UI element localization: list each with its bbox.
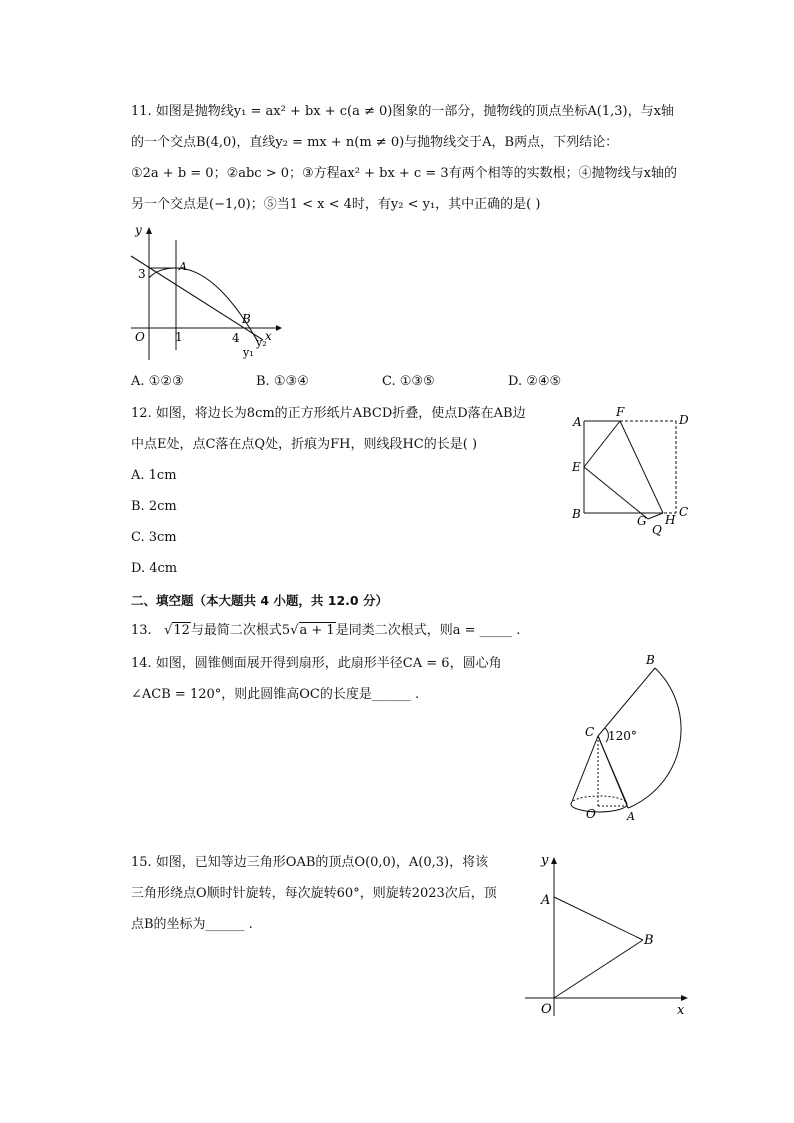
section-fill-in-blank-heading: 二、填空题（本大题共 4 小题，共 12.0 分）	[131, 593, 388, 608]
q11-option-c: C. ①③⑤	[382, 374, 435, 389]
q14-line-1: 14. 如图，圆锥侧面展开得到扇形，此扇形半径CA = 6，圆心角	[131, 656, 502, 671]
q11-tick-1: 1	[175, 330, 183, 344]
q11-line-2: 的一个交点B(4,0)，直线y₂ = mx + n(m ≠ 0)与抛物线交于A，B两点，下列结论：	[131, 135, 619, 150]
q11-tick-3: 3	[138, 267, 146, 281]
q15-label-o: O	[541, 1002, 552, 1017]
q12-option-c: C. 3cm	[131, 530, 177, 545]
q15-label-a: A	[541, 893, 551, 908]
q11-option-d: D. ②④⑤	[508, 374, 562, 389]
q13-radicand-1: 12	[173, 623, 190, 638]
q12-option-a: A. 1cm	[131, 468, 177, 483]
q11-tick-4: 4	[232, 331, 240, 345]
q14-label-c: C	[585, 725, 595, 739]
q12-label-c: C	[679, 505, 689, 519]
question-13	[131, 621, 520, 641]
q14-angle-label: 120°	[608, 729, 637, 743]
q11-point-b: B	[242, 312, 251, 326]
q11-line-1: 11. 如图是抛物线y₁ = ax² + bx + c(a ≠ 0)图象的一部分，抛物线的顶点坐标A(1,3)，与x轴	[131, 104, 674, 119]
q11-parabola-figure	[126, 222, 286, 364]
q13-suffix-text: 是同类二次根式，则a = _____ .	[335, 623, 521, 638]
q15-line-2: 三角形绕点O顺时针旋转，每次旋转60°，则旋转2023次后，顶	[131, 886, 497, 901]
q12-label-q: Q	[652, 523, 662, 537]
q14-label-a: A	[627, 810, 635, 823]
q11-origin-label: O	[135, 330, 145, 344]
q15-line-3: 点B的坐标为______ .	[131, 917, 253, 932]
q11-option-b: B. ①③④	[256, 374, 309, 389]
q15-triangle-figure	[520, 850, 695, 1020]
q12-option-b: B. 2cm	[131, 499, 177, 514]
sqrt-sign-icon: √	[164, 623, 173, 638]
q12-label-h: H	[665, 513, 676, 527]
q13-middle-text: 与最简二次根式5	[190, 623, 291, 638]
q12-label-b: B	[572, 507, 581, 521]
q15-x-axis-label: x	[677, 1003, 685, 1018]
q12-line-1: 12. 如图，将边长为8cm的正方形纸片ABCD折叠，使点D落在AB边	[131, 406, 526, 421]
q12-label-d: D	[679, 413, 689, 427]
q12-square-fold-figure	[566, 402, 696, 538]
q11-point-a: A	[179, 260, 187, 273]
q11-option-a: A. ①②③	[131, 374, 184, 389]
q14-label-o: O	[586, 807, 596, 821]
sqrt-sign-icon: √	[290, 623, 299, 638]
q11-label-y2: y₂	[256, 336, 267, 349]
q11-x-axis-label: x	[265, 329, 272, 343]
q15-y-axis-label: y	[541, 853, 549, 868]
q11-line-4: 另一个交点是(−1,0)；⑤当1 < x < 4时，有y₂ < y₁，其中正确的是( )	[131, 197, 541, 212]
q13-radicand-2: a + 1	[299, 623, 335, 638]
q11-line-3: ①2a + b = 0；②abc > 0；③方程ax² + bx + c = 3有两个相等的实数根；④抛物线与x轴的	[131, 166, 677, 181]
q14-line-2: ∠ACB = 120°，则此圆锥高OC的长度是______ .	[131, 687, 420, 702]
q14-cone-sector-figure	[560, 648, 700, 824]
q14-label-b: B	[646, 653, 655, 667]
q11-y-axis-label: y	[135, 223, 142, 237]
q13-number: 13.	[131, 623, 165, 638]
q15-label-b: B	[644, 933, 654, 948]
q15-line-1: 15. 如图，已知等边三角形OAB的顶点O(0,0)，A(0,3)，将该	[131, 855, 489, 870]
q12-label-g: G	[637, 514, 647, 528]
q12-label-f: F	[616, 405, 625, 419]
q11-label-y1: y₁	[243, 346, 254, 359]
q12-label-e: E	[572, 460, 581, 474]
q12-label-a: A	[573, 415, 582, 429]
q12-option-d: D. 4cm	[131, 561, 178, 576]
q12-line-2: 中点E处，点C落在点Q处，折痕为FH，则线段HC的长是( )	[131, 437, 478, 452]
